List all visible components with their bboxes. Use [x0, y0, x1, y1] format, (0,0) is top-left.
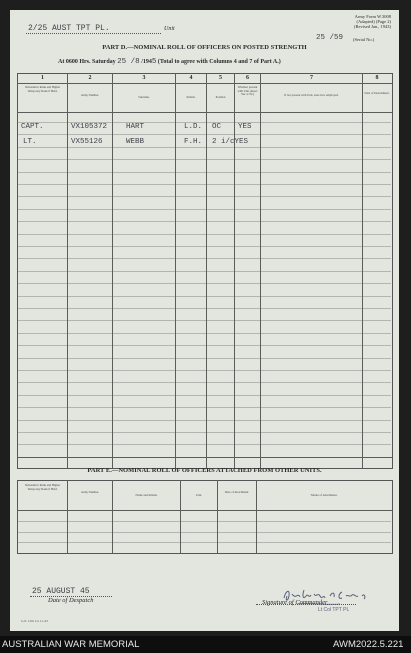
- entry-2-army-number: VX55126: [71, 138, 103, 146]
- ruled-row-line: [18, 283, 391, 284]
- entry-1-army-number: VX105372: [71, 123, 108, 131]
- entry-2-rank: LT.: [23, 138, 37, 146]
- col-header-present: Whether present with Unit (insert Yes or No): [237, 85, 258, 97]
- part-e-header-unit: Unit.: [195, 493, 203, 497]
- ruled-row-line: [18, 209, 391, 210]
- ruled-row-line: [18, 320, 391, 321]
- part-e-header-date-of-attachment: Date of Attachment.: [224, 490, 250, 494]
- ruled-row-line: [18, 246, 391, 247]
- col-header-army-number: Army Number.: [80, 93, 100, 97]
- archive-footer: [0, 636, 411, 653]
- archive-reference: AWM2022.5.221: [333, 639, 404, 650]
- part-e-header-rank: Substantive Rank and Higher Temporary Rank if Held.: [24, 483, 61, 491]
- time-suffix: (Total to agree with Columns 4 and 7 of Part A.): [156, 59, 281, 65]
- col-number-6: 6: [246, 75, 249, 81]
- form-ref-line-2: (Adapted) (Page 2): [356, 19, 391, 24]
- document-page: [10, 10, 399, 631]
- form-ref-line-3: (Revised Jan., 1943): [354, 24, 391, 29]
- entry-1-present: YES: [238, 123, 252, 131]
- signature-image: [278, 584, 388, 612]
- ruled-row-line: [18, 258, 391, 259]
- ruled-row-line: [18, 147, 391, 148]
- despatch-label: Date of Despatch: [48, 597, 94, 604]
- col-number-5: 5: [219, 75, 222, 81]
- ruled-row-line: [18, 221, 391, 222]
- unit-label: Unit: [164, 26, 175, 32]
- unit-value: 2/25 AUST TPT PL.: [28, 24, 110, 33]
- part-d-title: PART D.—NOMINAL ROLL OF OFFICERS ON POSTED STRENGTH: [102, 44, 307, 51]
- col-header-surname: Surname.: [138, 95, 150, 99]
- form-ref-line-1: Army Form W.3008: [354, 14, 391, 19]
- signature-label: Signature of Commander: [262, 599, 328, 606]
- ruled-row-line: [18, 333, 391, 334]
- ruled-row-line: [18, 172, 391, 173]
- ruled-row-line: [18, 358, 391, 359]
- col-number-8: 8: [375, 75, 379, 81]
- ruled-row-line: [18, 184, 391, 185]
- ruled-row-line: [18, 296, 391, 297]
- col-number-2: 2: [88, 75, 92, 81]
- ruled-row-line: [18, 407, 391, 408]
- col-number-3: 3: [142, 75, 146, 81]
- part-e-row-line: [18, 532, 391, 533]
- col-number-1: 1: [41, 75, 44, 81]
- col-number-4: 4: [189, 75, 193, 81]
- ruled-row-line: [18, 234, 391, 235]
- entry-1-position: OC: [212, 123, 222, 131]
- col-number-7: 7: [310, 75, 313, 81]
- ruled-row-line: [18, 134, 391, 135]
- part-e-header-name: Name and Initials.: [135, 493, 158, 497]
- print-reference: G.P. 15m 1st 11-43: [21, 619, 48, 623]
- ruled-row-line: [18, 159, 391, 160]
- time-date: 25 /8: [117, 58, 140, 66]
- unit-dotted-line: [26, 33, 161, 34]
- part-e-header-army-number: Army Number.: [80, 490, 100, 494]
- col-header-date-of-detachment: Date of Detachment.: [364, 91, 390, 95]
- ruled-row-line: [18, 308, 391, 309]
- roll-time-line: [58, 58, 281, 66]
- ruled-row-line: [18, 444, 391, 445]
- ruled-row-line: [18, 457, 391, 458]
- ruled-row-line: [18, 382, 391, 383]
- archive-name: AUSTRALIAN WAR MEMORIAL: [2, 639, 140, 650]
- part-e-row-line: [18, 521, 391, 522]
- ruled-row-line: [18, 370, 391, 371]
- col-header-rank: Substantive Rank and Higher Temporary Rank if Held.: [24, 85, 61, 93]
- entry-1-surname: HART: [126, 123, 145, 131]
- col-header-position: Position: [215, 95, 226, 99]
- ruled-row-line: [18, 432, 391, 433]
- time-year-prefix: /194: [139, 59, 152, 65]
- svg-text:Lt Col TPT PL: Lt Col TPT PL: [318, 607, 350, 612]
- ruled-row-line: [18, 271, 391, 272]
- col-header-initials: Initials.: [186, 95, 196, 99]
- serial-value: 25 /59: [316, 34, 344, 42]
- ruled-row-line: [18, 395, 391, 396]
- entry-1-initials: L.D.: [184, 123, 203, 131]
- despatch-date-value: 25 AUGUST 45: [32, 587, 90, 596]
- entry-2-initials: F.H.: [184, 138, 203, 146]
- time-year: 5: [151, 58, 157, 66]
- col-header-reason: If not present with Unit, state how employed.: [284, 93, 339, 97]
- time-prefix: At 0600 Hrs. Saturday: [58, 59, 118, 65]
- part-e-title: PART E.—NOMINAL ROLL OF OFFICERS ATTACHED FROM OTHER UNITS.: [87, 467, 322, 474]
- serial-label: (Serial No.): [353, 37, 375, 42]
- entry-1-rank: CAPT.: [21, 123, 44, 131]
- form-reference: [336, 14, 391, 29]
- ruled-row-line: [18, 420, 391, 421]
- ruled-row-line: [18, 345, 391, 346]
- entry-2-position-present: 2 i/cYES: [212, 138, 249, 146]
- entry-2-surname: WEBB: [126, 138, 145, 146]
- part-e-row-line: [18, 542, 391, 543]
- ruled-row-line: [18, 196, 391, 197]
- part-e-header-nature: Nature of Attachment.: [310, 493, 338, 497]
